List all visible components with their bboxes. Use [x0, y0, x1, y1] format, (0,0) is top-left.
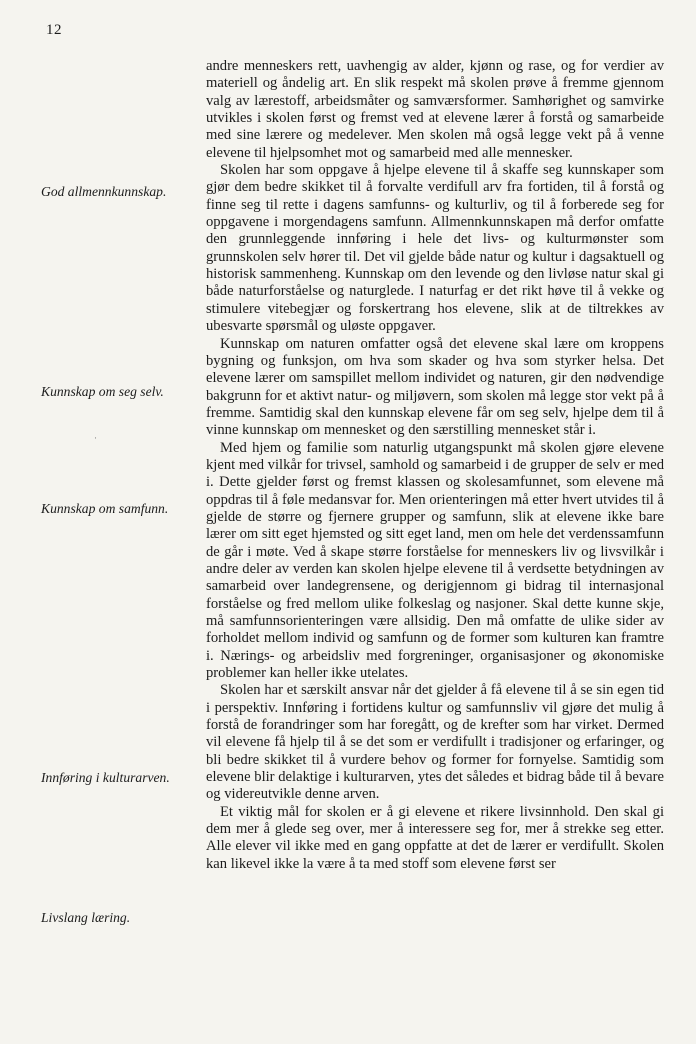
- margin-note-kunnskap-om-samfunn: Kunnskap om samfunn.: [41, 501, 169, 516]
- page-number: 12: [46, 22, 62, 38]
- margin-note-god-allmennkunnskap: God allmennkunnskap.: [41, 184, 167, 199]
- margin-note-innforing-i-kulturarven: Innføring i kulturarven.: [41, 770, 170, 785]
- margin-note-kunnskap-om-seg-selv: Kunnskap om seg selv.: [41, 384, 164, 399]
- paragraph: Med hjem og familie som naturlig utgangspunkt må skolen gjøre elevene kjent med vilkår for trivsel, samhold og samarbeid i de grupper de selv er med i. Dette gjelder først og fremst klassen og skolesamfunnet, som elevene må oppdras til å føle medansvar for. Men orienteringen må etter hvert utvides til å gjelde de større og fjernere grupper og samfunn, slik at elevene ikke bare lærer om sitt eget hjemsted og sitt eget land, men om hele det verdenssamfunn de går i møte. Ved å skape større forståelse for menneskers liv og livsvilkår i andre deler av verden kan skolen hjelpe elevene til å verdsette betydningen av samarbeid over landegrensene, og derigjennom gi bidrag til internasjonal forståelse og fred mellom ulike folkeslag og nasjoner. Skal dette kunne skje, må samfunnsorienteringen være allsidig. Den må omfatte de ulike sider av forholdet mellom individ og samfunn og de former som kulturen kan framtre i. Nærings- og arbeidsliv med forgreninger, organisasjoner og økonomiske problemer kan heller ikke utelates.: [206, 439, 664, 682]
- paragraph: Skolen har et særskilt ansvar når det gjelder å få elevene til å se sin egen tid i perspektiv. Innføring i fortidens kultur og samfunnsliv vil gjøre det mulig å forstå de forandringer som har foregått, og de krefter som har virket. Dermed vil elevene få hjelp til å se det som er verdifullt i tradisjoner og erfaringer, og bli bedre skikket til å vurdere behov og former for fornyelse. Samtidig som elevene blir delaktige i kulturarven, ytes det således et bidrag både til å bevare og videreutvikle denne arven.: [206, 682, 664, 803]
- paragraph: Skolen har som oppgave å hjelpe elevene til å skaffe seg kunnskaper som gjør dem bedre skikket til å forvalte verdifull arv fra fortiden, til å forstå og finne seg til rette i dagens samfunns- og kulturliv, og til å forberede seg for oppgavene i morgendagens samfunn. Allmennkunnskapen må derfor omfatte den grunnleggende innføring i hele det livs- og kulturmønster som grunnskolen selv hører til. Det vil gjelde både natur og kultur i dagsaktuell og historisk sammenheng. Kunnskap om den levende og den livløse natur skal gi både naturforståelse og naturglede. I naturfag er det rikt høve til å vekke og stimulere vitebegjær og forskertrang hos elevene, slik at de tiltrekkes av ubesvarte spørsmål og uløste oppgaver.: [206, 162, 664, 335]
- paragraph: Kunnskap om naturen omfatter også det elevene skal lære om kroppens bygning og funksjon, om hva som skader og hva som styrker helsa. Det elevene lærer om samspillet mellom individet og naturen, gir den nødvendige bakgrunn for et aktivt natur- og miljøvern, som skolen må legge stor vekt på å fremme. Samtidig skal den kunnskap elevene får om seg selv, hjelpe dem til å vinne kunnskap om mennesket og den særstilling mennesket står i.: [206, 335, 664, 439]
- print-speck: ·: [94, 433, 97, 443]
- paragraph: Et viktig mål for skolen er å gi elevene et rikere livsinnhold. Den skal gi dem mer å glede seg over, mer å interessere seg for, mer å strekke seg etter. Alle elever vil ikke med en gang oppfatte at det de lærer er verdifullt. Skolen kan likevel ikke la være å ta med stoff som elevene først ser: [206, 803, 664, 872]
- margin-note-livslang-laering: Livslang læring.: [41, 910, 131, 925]
- body-text: [206, 58, 664, 873]
- paragraph: andre menneskers rett, uavhengig av alder, kjønn og rase, og for verdier av materiell og åndelig art. En slik respekt må skolen prøve å fremme gjennom valg av lærestoff, arbeidsmåter og samværsformer. Samhørighet og samvirke utvikles i skolen først og fremst ved at elevene lærer å forstå og samarbeide med sine lærere og medelever. Men skolen må også legge vekt på å venne elevene til hjelpsomhet mot og samarbeid med alle mennesker.: [206, 58, 664, 161]
